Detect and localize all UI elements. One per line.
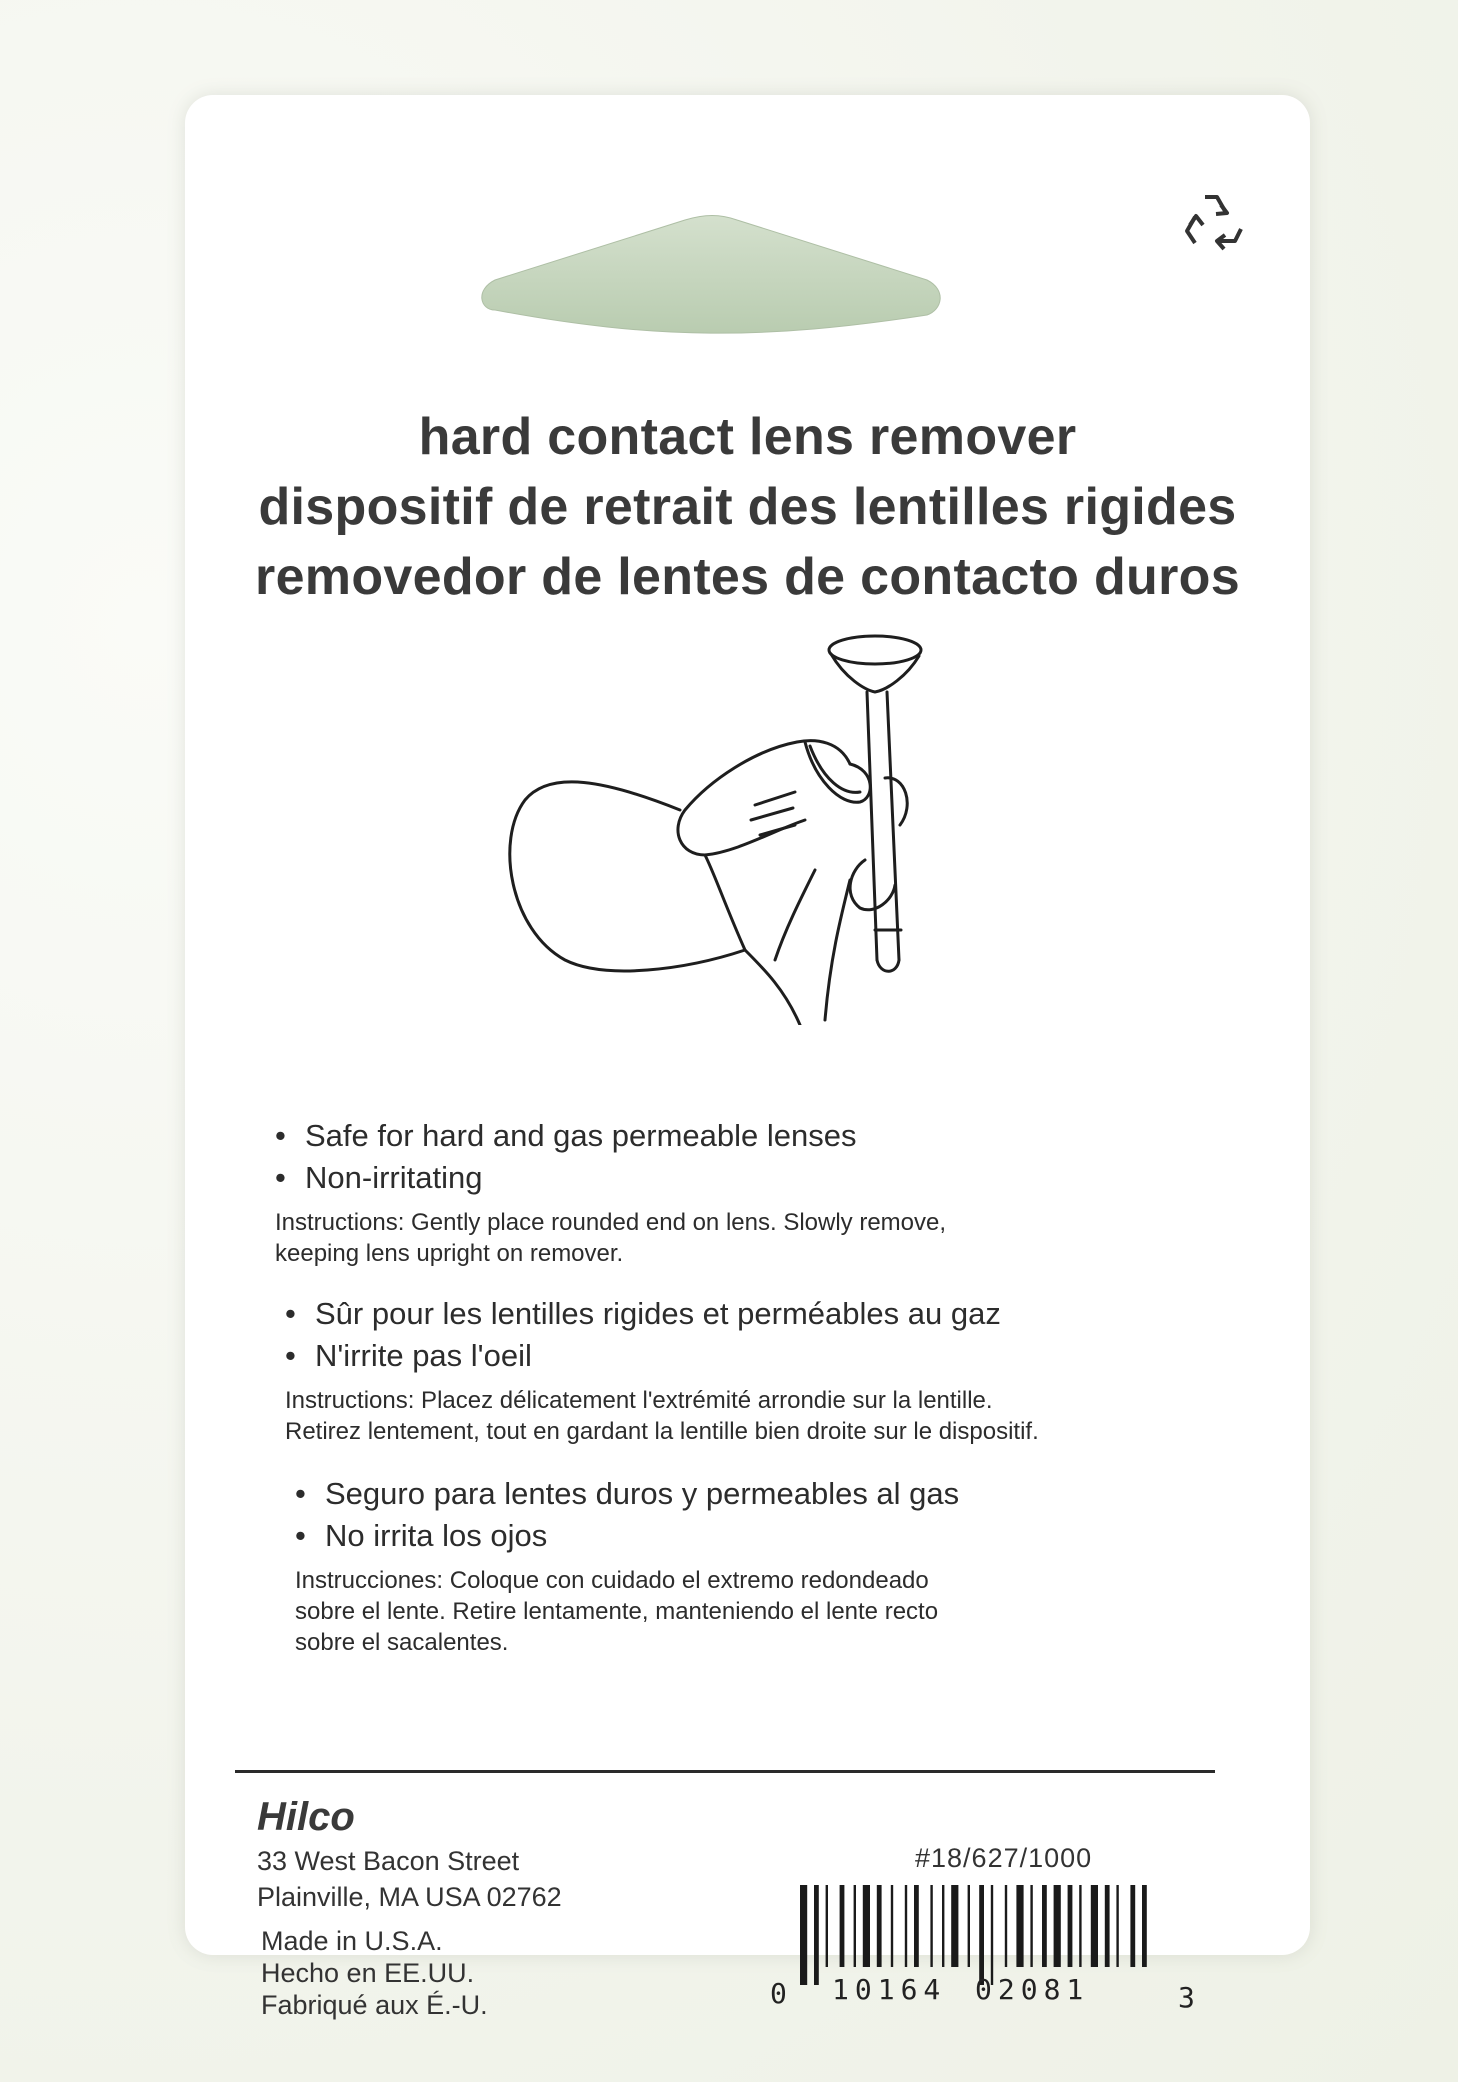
- title-english: hard contact lens remover: [418, 408, 1077, 466]
- barcode-bar: [814, 1885, 819, 1985]
- barcode-bar: [1005, 1885, 1007, 1967]
- barcode-bar: [914, 1885, 919, 1967]
- barcode-bar: [1079, 1885, 1081, 1967]
- barcode-bar: [905, 1885, 907, 1967]
- bullet-item: • No irrita los ojos: [295, 1518, 548, 1553]
- barcode-bar: [854, 1885, 856, 1967]
- barcode-group-left: 10164: [832, 1973, 947, 2006]
- barcode-bar: [1042, 1885, 1047, 1967]
- instructions-english: Instructions: Gently place rounded end on lens. Slowly remove, keeping lens upright on remover.: [275, 1209, 947, 1267]
- barcode-bar: [1091, 1885, 1098, 1967]
- barcode-bar: [930, 1885, 932, 1967]
- address-line: 33 West Bacon Street: [257, 1846, 520, 1876]
- origin-line: Fabriqué aux É.-U.: [261, 1990, 488, 2020]
- barcode-bar: [840, 1885, 845, 1967]
- instructions-spanish: Instrucciones: Coloque con cuidado el extremo redondeado sobre el lente. Retire lentamente, manteniendo el lente recto sobre el sacalentes.: [295, 1567, 939, 1656]
- barcode-group-right: 02081: [975, 1973, 1090, 2006]
- hang-hole: [465, 210, 955, 360]
- upc-barcode: [770, 1885, 1210, 2015]
- section-spanish: [295, 1473, 1195, 1658]
- bullet-item: • N'irrite pas l'oeil: [285, 1338, 532, 1373]
- barcode-bar: [979, 1885, 984, 1985]
- barcode-digit-first: 0: [770, 1977, 793, 2010]
- footer-divider: [235, 1770, 1215, 1773]
- barcode-bar: [1068, 1885, 1073, 1967]
- barcode-bar: [1105, 1885, 1110, 1967]
- country-of-origin: [261, 1925, 488, 2021]
- barcode-bar: [800, 1885, 807, 1985]
- bullet-item: • Sûr pour les lentilles rigides et perméables au gaz: [285, 1296, 1001, 1331]
- title-spanish: removedor de lentes de contacto duros: [255, 548, 1240, 606]
- bullet-item: • Safe for hard and gas permeable lenses: [275, 1118, 857, 1153]
- section-french: [285, 1293, 1225, 1447]
- barcode-bar: [951, 1885, 958, 1967]
- bullet-item: • Seguro para lentes duros y permeables al gas: [295, 1476, 960, 1511]
- barcode-bar: [1130, 1885, 1135, 1967]
- barcode-digit-last: 3: [1178, 1981, 1201, 2014]
- instructions-french: Instructions: Placez délicatement l'extrémité arrondie sur la lentille. Retirez lentement, tout en gardant la lentille bien droite sur le dispositif.: [285, 1387, 1039, 1445]
- barcode-bar: [826, 1885, 828, 1967]
- barcode-bar: [1116, 1885, 1118, 1967]
- recycle-icon: [1175, 185, 1255, 265]
- section-english: [275, 1115, 1175, 1269]
- origin-line: Hecho en EE.UU.: [261, 1958, 475, 1988]
- barcode-bar: [1142, 1885, 1147, 1967]
- barcode-bar: [1030, 1885, 1032, 1967]
- barcode-bars: [770, 1885, 1210, 1985]
- origin-line: Made in U.S.A.: [261, 1926, 443, 1956]
- brand-logo: Hilco: [257, 1795, 355, 1839]
- barcode-bar: [942, 1885, 944, 1967]
- barcode-bar: [1016, 1885, 1023, 1967]
- bullet-item: • Non-irritating: [275, 1160, 483, 1195]
- barcode-bar: [877, 1885, 882, 1967]
- manufacturer-address: [257, 1843, 562, 1915]
- barcode-bar: [991, 1885, 993, 1985]
- barcode-bar: [1054, 1885, 1061, 1967]
- barcode-bar: [863, 1885, 870, 1967]
- part-number: #18/627/1000: [915, 1843, 1093, 1873]
- barcode-bar: [968, 1885, 970, 1967]
- barcode-bar: [891, 1885, 893, 1967]
- hand-holding-remover-illustration: [455, 630, 965, 1025]
- address-line: Plainville, MA USA 02762: [257, 1882, 562, 1912]
- title-french: dispositif de retrait des lentilles rigides: [258, 478, 1237, 536]
- package-card: [185, 95, 1310, 2020]
